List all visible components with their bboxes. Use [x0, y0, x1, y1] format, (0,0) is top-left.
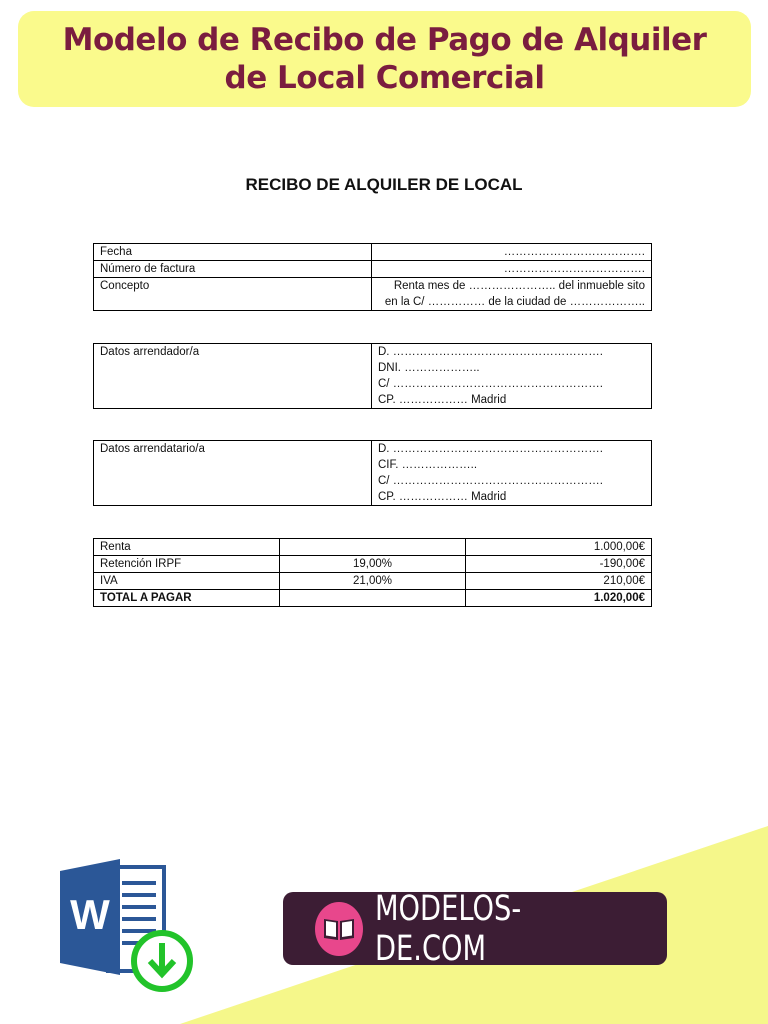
arrendador-line3: C/ ……………………………………………….: [378, 378, 603, 390]
irpf-label: Retención IRPF: [94, 556, 280, 573]
arrendatario-line3: C/ ……………………………………………….: [378, 475, 603, 487]
arrendador-label: Datos arrendador/a: [94, 344, 372, 409]
arrendatario-line4: CP. ……………… Madrid: [378, 491, 507, 503]
arrendador-details: [372, 344, 652, 409]
table-row: [94, 261, 652, 278]
factura-label: Número de factura: [94, 261, 372, 278]
total-pct: [280, 590, 466, 607]
table-row: [94, 556, 652, 573]
totals-table: [93, 538, 652, 607]
arrendador-line4: CP. ……………… Madrid: [378, 394, 507, 406]
renta-value: 1.000,00€: [466, 539, 652, 556]
word-download-icon[interactable]: [56, 855, 196, 995]
table-row: [94, 278, 652, 311]
document-title: RECIBO DE ALQUILER DE LOCAL: [245, 175, 523, 194]
table-row: [94, 539, 652, 556]
renta-pct: [280, 539, 466, 556]
banner-title-line2: de Local Comercial: [224, 60, 545, 96]
arrendador-line1: D. ……………………………………………….: [378, 346, 603, 358]
receipt-info-table: [93, 243, 652, 311]
irpf-value: -190,00€: [466, 556, 652, 573]
iva-value: 210,00€: [466, 573, 652, 590]
arrendatario-table: [93, 440, 652, 506]
renta-label: Renta: [94, 539, 280, 556]
title-banner: [18, 11, 751, 107]
arrendatario-details: [372, 441, 652, 506]
svg-text:W: W: [70, 891, 110, 938]
total-value: 1.020,00€: [466, 590, 652, 607]
arrendador-table: [93, 343, 652, 409]
table-row: [94, 244, 652, 261]
iva-label: IVA: [94, 573, 280, 590]
fecha-value: ……………………………….: [372, 244, 652, 261]
concepto-label: Concepto: [94, 278, 372, 311]
banner-title-line1: Modelo de Recibo de Pago de Alquiler: [62, 22, 707, 58]
table-row: [94, 441, 652, 506]
arrendador-line2: DNI. ………………..: [378, 362, 480, 374]
table-row: [94, 590, 652, 607]
arrendatario-label: Datos arrendatario/a: [94, 441, 372, 506]
fecha-label: Fecha: [94, 244, 372, 261]
irpf-pct: 19,00%: [280, 556, 466, 573]
concepto-line1: Renta mes de ………………….. del inmueble sito: [393, 280, 645, 292]
arrendatario-line1: D. ……………………………………………….: [378, 443, 603, 455]
book-icon: [315, 902, 363, 956]
total-label: TOTAL A PAGAR: [94, 590, 280, 607]
concepto-value: [372, 278, 652, 311]
concepto-line2: en la C/ …………… de la ciudad de ………………..: [384, 296, 645, 308]
table-row: [94, 344, 652, 409]
arrendatario-line2: CIF. ………………..: [378, 459, 478, 471]
factura-value: ……………………………….: [372, 261, 652, 278]
iva-pct: 21,00%: [280, 573, 466, 590]
modelos-de-logo[interactable]: [283, 888, 667, 969]
logo-text: MODELOS-DE.COM: [374, 888, 522, 969]
table-row: [94, 573, 652, 590]
